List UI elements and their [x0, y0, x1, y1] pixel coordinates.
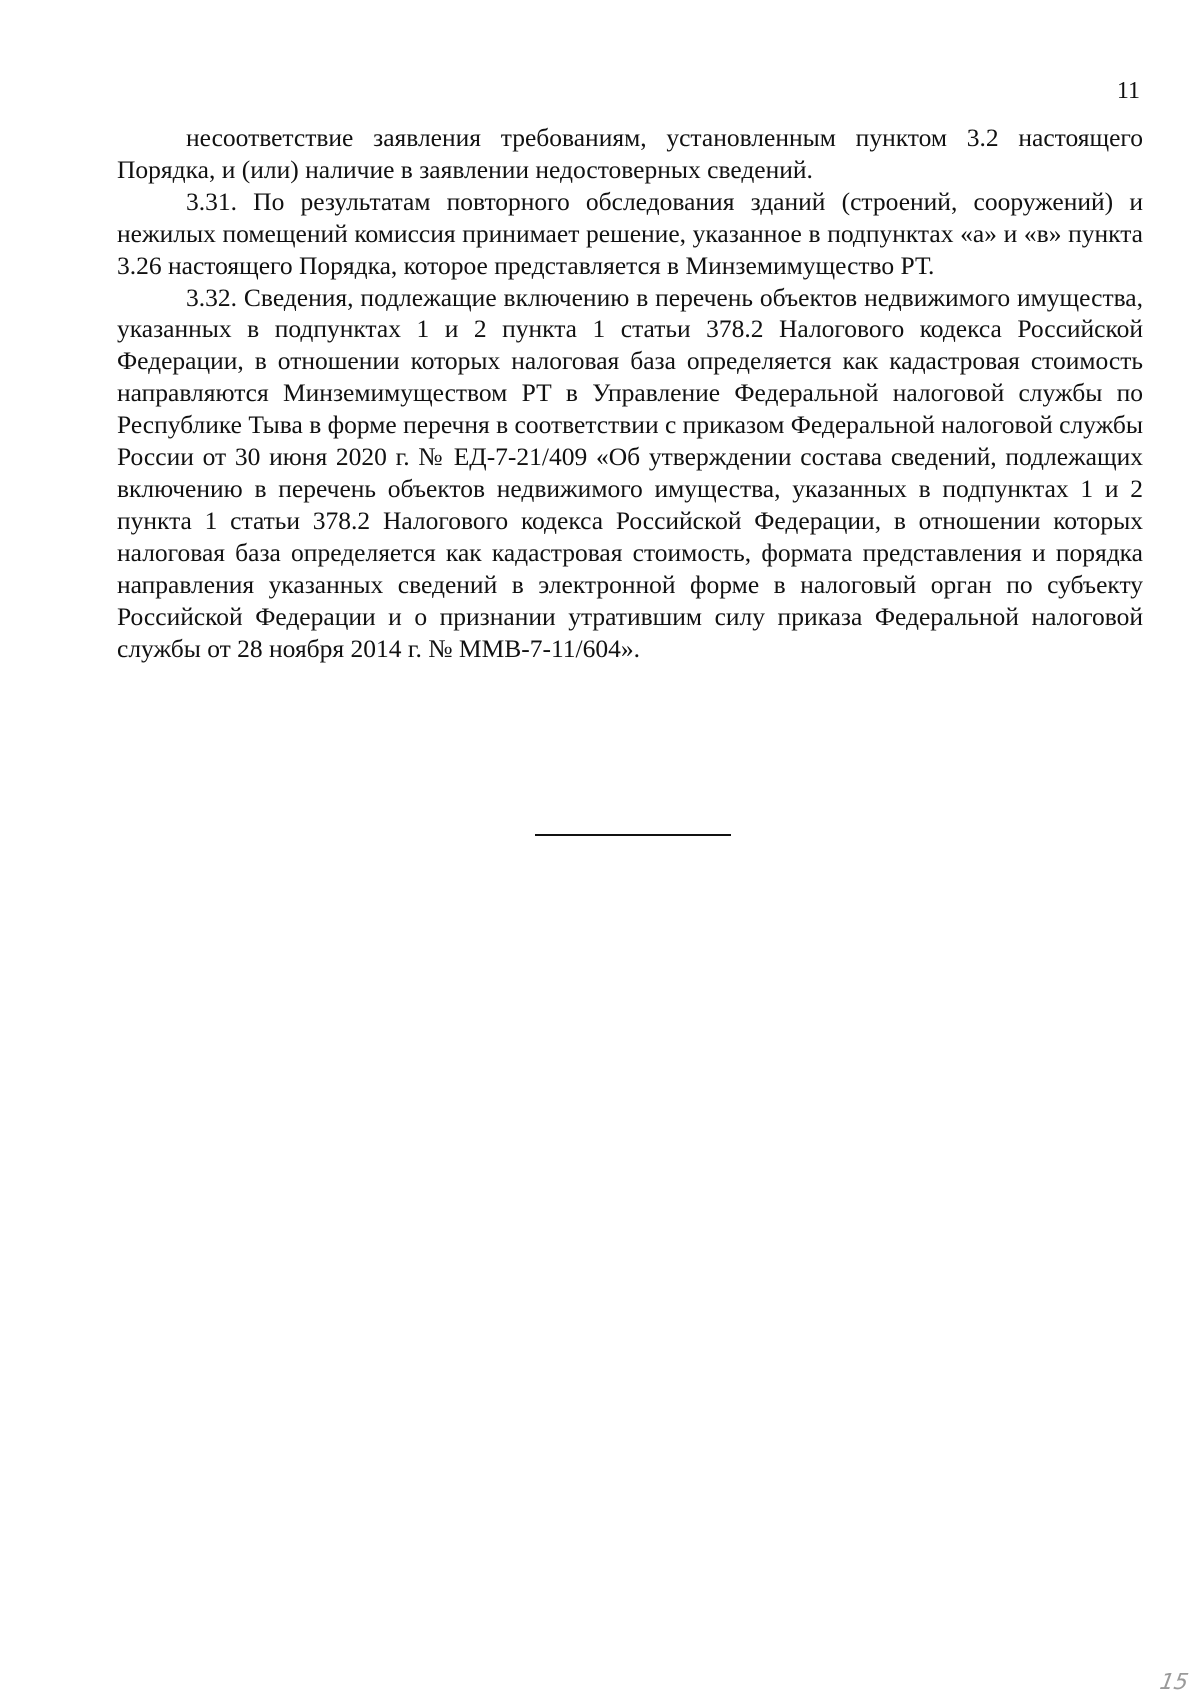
end-of-text-rule — [535, 834, 731, 836]
paragraph-continuation: несоответствие заявления требованиям, установленным пунктом 3.2 настоящего Порядка, и (или) наличие в заявлении недостоверных сведений. — [117, 123, 1143, 184]
paragraph-3-32: 3.32. Сведения, подлежащие включению в перечень объектов недвижимого имущества, указанных в подпунктах 1 и 2 пункта 1 статьи 378.2 Налогового кодекса Российской Федерации, в отношении которых налоговая база определяется как кадастровая стоимость направляются Минземимуществом РТ в Управление Федеральной налоговой службы по Республике Тыва в форме перечня в соответствии с приказом Федеральной налоговой службы России от 30 июня 2020 г. № ЕД-7-21/409 «Об утверждении состава сведений, подлежащих включению в перечень объектов недвижимого имущества, указанных в подпунктах 1 и 2 пункта 1 статьи 378.2 Налогового кодекса Российской Федерации, в отношении которых налоговая база определяется как кадастровая стоимость, формата представления и порядка направления указанных сведений в электронной форме в налоговый орган по субъекту Российской Федерации и о признании утратившим силу приказа Федеральной налоговой службы от 28 ноября 2014 г. № ММВ-7-11/604». — [117, 282, 1143, 663]
paragraph-3-31: 3.31. По результатам повторного обследования зданий (строений, сооружений) и нежилых помещений комиссия принимает решение, указанное в подпунктах «а» и «в» пункта 3.26 настоящего Порядка, которое представляется в Минземимущество РТ. — [117, 186, 1143, 280]
document-body — [117, 122, 1143, 664]
page-number: 11 — [1116, 78, 1140, 104]
handwritten-corner-mark: 15 — [1157, 1670, 1191, 1695]
